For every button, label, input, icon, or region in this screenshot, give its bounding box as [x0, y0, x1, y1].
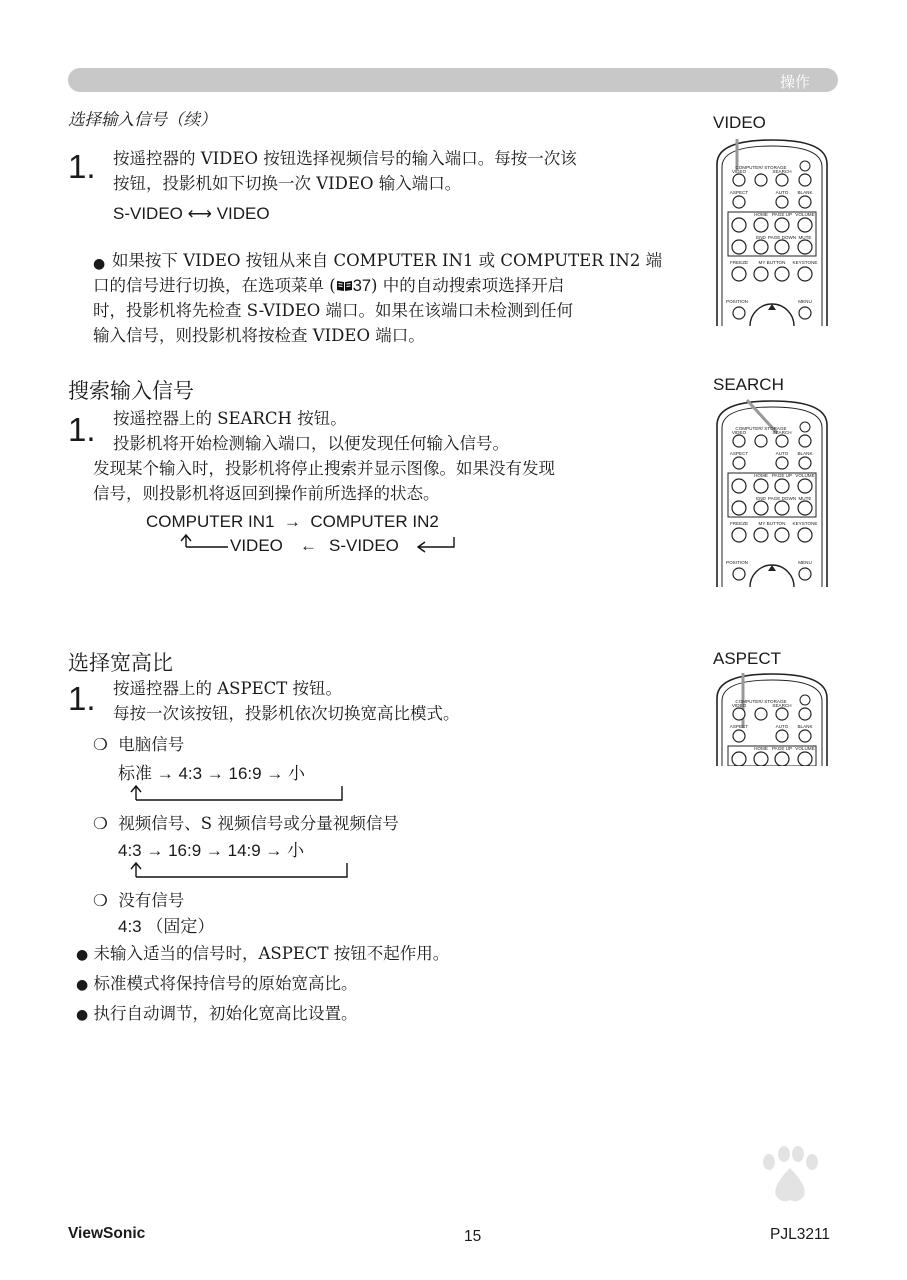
remote-auto-key	[776, 730, 788, 742]
remote-power-key	[799, 174, 811, 186]
remote-menu-key	[799, 307, 811, 319]
section2-line2: 投影机将开始检测输入端口，以便发现任何输入信号。	[113, 434, 509, 453]
remote-key-label-video: VIDEO	[731, 169, 747, 174]
remote-aspect-illustration	[715, 670, 829, 766]
remote-key-label-mybutton: MY BUTTON	[758, 521, 786, 526]
remote-keypad-row1-key-1	[754, 752, 768, 766]
footer-page-number: 15	[464, 1228, 482, 1245]
remote-key-label-auto: AUTO	[775, 451, 789, 456]
circle-bullet-icon: ❍	[93, 814, 108, 833]
power-icon	[800, 422, 810, 432]
section1-step-line1: 按遥控器的 VIDEO 按钮选择视频信号的输入端口。每按一次该	[113, 149, 577, 168]
power-icon	[800, 695, 810, 705]
aspect-sequence-nosignal: 4:3 （固定）	[118, 917, 215, 936]
remote-key-label-volume: VOLUME	[795, 473, 815, 478]
section1-note-bullet: ●	[93, 256, 106, 272]
remote-keypad-row2-key-3	[798, 240, 812, 254]
remote-video-illustration	[715, 136, 829, 326]
remote-key-label-video: VIDEO	[731, 703, 747, 708]
remote-key-label-computer: COMPUTER/ STORAGE	[735, 165, 787, 170]
remote-keypad-row1-key-2	[775, 752, 789, 766]
aspect-return-arrow-video	[124, 860, 360, 882]
remote-row3-key-1	[754, 267, 768, 281]
remote-label-aspect: ASPECT	[713, 649, 782, 668]
remote-keypad-row1-key-2	[775, 218, 789, 232]
remote-power-key	[799, 708, 811, 720]
remote-video-key	[733, 708, 745, 720]
remote-power-key	[799, 435, 811, 447]
remote-key-label-pageup: PAGE UP	[771, 746, 793, 751]
remote-search-key	[776, 435, 788, 447]
remote-auto-key	[776, 457, 788, 469]
remote-keypad-row1-key-0	[732, 479, 746, 493]
remote-keypad-row2-key-0	[732, 240, 746, 254]
remote-label-video: VIDEO	[713, 113, 766, 132]
remote-keypad-row1-key-1	[754, 479, 768, 493]
remote-keypad-row2-key-0	[732, 501, 746, 515]
remote-key-label-video: VIDEO	[731, 430, 747, 435]
section2-line1: 按遥控器上的 SEARCH 按钮。	[113, 409, 347, 428]
section3-step-number: 1.	[68, 680, 96, 717]
section1-note-line3: 时，投影机将先检查 S-VIDEO 端口。如果在该端口未检测到任何	[93, 301, 574, 320]
aspect-group-video: ❍ 视频信号、S 视频信号或分量视频信号	[93, 814, 399, 833]
remote-keypad-row1-key-3	[798, 479, 812, 493]
remote-key-label-freeze: FREEZE	[729, 260, 749, 265]
remote-blank-key	[799, 457, 811, 469]
remote-key-label-search: SEARCH	[772, 169, 792, 174]
aspect-return-arrow-computer	[124, 783, 354, 805]
remote-keypad-row1-key-0	[732, 752, 746, 766]
remote-key-label-menu: MENU	[798, 560, 812, 565]
section1-title: 选择输入信号（续）	[68, 110, 217, 129]
remote-key-label-search: SEARCH	[772, 703, 792, 708]
remote-auto-key	[776, 196, 788, 208]
remote-key-label-auto: AUTO	[775, 724, 789, 729]
remote-keypad-row2-key-1	[754, 501, 768, 515]
header-label: 操作	[779, 73, 810, 91]
remote-key-label-menu: MENU	[798, 299, 812, 304]
remote-aspect-key	[733, 457, 745, 469]
remote-video-key	[733, 174, 745, 186]
remote-key-label-home: HOME	[754, 473, 768, 478]
remote-key-label-computer: COMPUTER/ STORAGE	[735, 699, 787, 704]
section3-line2: 每按一次该按钮，投影机依次切换宽高比模式。	[113, 704, 460, 723]
section1-step-number: 1.	[68, 148, 96, 185]
aspect-note-3: ● 执行自动调节，初始化宽高比设置。	[76, 1004, 358, 1023]
remote-keypad-row2-key-2	[775, 501, 789, 515]
remote-video-key	[733, 435, 745, 447]
section2-title: 搜索输入信号	[68, 379, 194, 403]
remote-key-label-blank: BLANK	[797, 190, 813, 195]
section2-step-number: 1.	[68, 411, 96, 448]
remote-key-label-mute: MUTE	[798, 235, 812, 240]
search-flow-video: VIDEO	[230, 536, 283, 555]
remote-row3-key-2	[775, 267, 789, 281]
remote-key-label-pageup: PAGE UP	[771, 473, 793, 478]
remote-key-label-search: SEARCH	[772, 430, 792, 435]
circle-bullet-icon: ❍	[93, 891, 108, 910]
remote-key-label-aspect: ASPECT	[729, 724, 749, 729]
remote-key-label-home: HOME	[754, 746, 768, 751]
remote-keypad-row2-key-2	[775, 240, 789, 254]
remote-label-search: SEARCH	[713, 375, 784, 394]
remote-key-label-pagedown: PAGE DOWN	[767, 496, 797, 501]
remote-key-label-auto: AUTO	[775, 190, 789, 195]
section2-line3: 发现某个输入时，投影机将停止搜索并显示图像。如果没有发现	[93, 459, 555, 478]
section3-title: 选择宽高比	[68, 651, 173, 675]
remote-computer-key	[755, 708, 767, 720]
section2-line4: 信号，则投影机将返回到操作前所选择的状态。	[93, 484, 440, 503]
section1-note-line2: 口的信号进行切换，在选项菜单 ( 37) 中的自动搜索项选择开启	[93, 276, 565, 295]
remote-keypad-row1-key-2	[775, 479, 789, 493]
section1-step-line2: 按钮，投影机如下切换一次 VIDEO 输入端口。	[113, 174, 462, 193]
footer-brand: ViewSonic	[68, 1225, 146, 1242]
remote-menu-key	[799, 568, 811, 580]
remote-key-label-position: POSITION	[726, 560, 748, 565]
remote-position-key	[733, 568, 745, 580]
footer-model: PJL3211	[770, 1226, 831, 1243]
remote-blank-key	[799, 196, 811, 208]
aspect-sequence-video: 4:3 → 16:9 → 14:9 → 小	[118, 841, 305, 860]
remote-row3-key-0	[732, 528, 746, 542]
remote-keypad-row1-key-1	[754, 218, 768, 232]
section1-flow: S-VIDEO ⟷ VIDEO	[113, 204, 270, 223]
remote-aspect-key	[733, 196, 745, 208]
search-flow-return-arrows	[176, 532, 466, 558]
remote-key-label-aspect: ASPECT	[729, 451, 749, 456]
remote-keypad-row2-key-3	[798, 501, 812, 515]
remote-row3-key-3	[798, 528, 812, 542]
section1-note-line1: 如果按下 VIDEO 按钮从来自 COMPUTER IN1 或 COMPUTER IN2 端	[112, 251, 663, 270]
remote-keypad-row1-key-3	[798, 752, 812, 766]
aspect-sequence-computer: 标准 → 4:3 → 16:9 → 小	[118, 764, 306, 783]
remote-key-label-aspect: ASPECT	[729, 190, 749, 195]
remote-key-label-keystone: KEYSTONE	[792, 521, 818, 526]
remote-aspect-key	[733, 730, 745, 742]
remote-computer-key	[755, 435, 767, 447]
remote-key-label-home: HOME	[754, 212, 768, 217]
search-flow-arrow: ←	[300, 536, 317, 555]
remote-key-label-pagedown: PAGE DOWN	[767, 235, 797, 240]
remote-key-label-blank: BLANK	[797, 724, 813, 729]
aspect-group-computer: ❍ 电脑信号	[93, 735, 185, 754]
remote-key-label-keystone: KEYSTONE	[792, 260, 818, 265]
remote-key-label-pageup: PAGE UP	[771, 212, 793, 217]
remote-search-illustration	[715, 397, 829, 587]
remote-blank-key	[799, 730, 811, 742]
remote-row3-key-0	[732, 267, 746, 281]
remote-key-label-blank: BLANK	[797, 451, 813, 456]
remote-key-label-end: END	[756, 496, 766, 501]
remote-key-label-volume: VOLUME	[795, 746, 815, 751]
remote-search-key	[776, 174, 788, 186]
remote-search-key	[776, 708, 788, 720]
search-flow-svideo: S-VIDEO	[329, 536, 399, 555]
remote-computer-key	[755, 174, 767, 186]
remote-key-label-computer: COMPUTER/ STORAGE	[735, 426, 787, 431]
aspect-group-nosignal: ❍ 没有信号	[93, 891, 185, 910]
book-icon	[336, 279, 353, 292]
header-bar	[68, 68, 838, 92]
section3-line1: 按遥控器上的 ASPECT 按钮。	[113, 679, 342, 698]
remote-position-key	[733, 307, 745, 319]
aspect-note-1: ● 未输入适当的信号时，ASPECT 按钮不起作用。	[76, 944, 450, 963]
section1-note-line4: 输入信号，则投影机将按检查 VIDEO 端口。	[93, 326, 425, 345]
remote-keypad-row1-key-0	[732, 218, 746, 232]
remote-key-label-mybutton: MY BUTTON	[758, 260, 786, 265]
remote-key-label-mute: MUTE	[798, 496, 812, 501]
remote-row3-key-3	[798, 267, 812, 281]
aspect-note-2: ● 标准模式将保持信号的原始宽高比。	[76, 974, 358, 993]
remote-key-label-volume: VOLUME	[795, 212, 815, 217]
remote-key-label-freeze: FREEZE	[729, 521, 749, 526]
remote-row3-key-1	[754, 528, 768, 542]
remote-key-label-position: POSITION	[726, 299, 748, 304]
remote-keypad-row2-key-1	[754, 240, 768, 254]
remote-keypad-row1-key-3	[798, 218, 812, 232]
circle-bullet-icon: ❍	[93, 735, 108, 754]
remote-key-label-end: END	[756, 235, 766, 240]
power-icon	[800, 161, 810, 171]
search-flow-row1: COMPUTER IN1 → COMPUTER IN2	[146, 512, 439, 531]
remote-row3-key-2	[775, 528, 789, 542]
